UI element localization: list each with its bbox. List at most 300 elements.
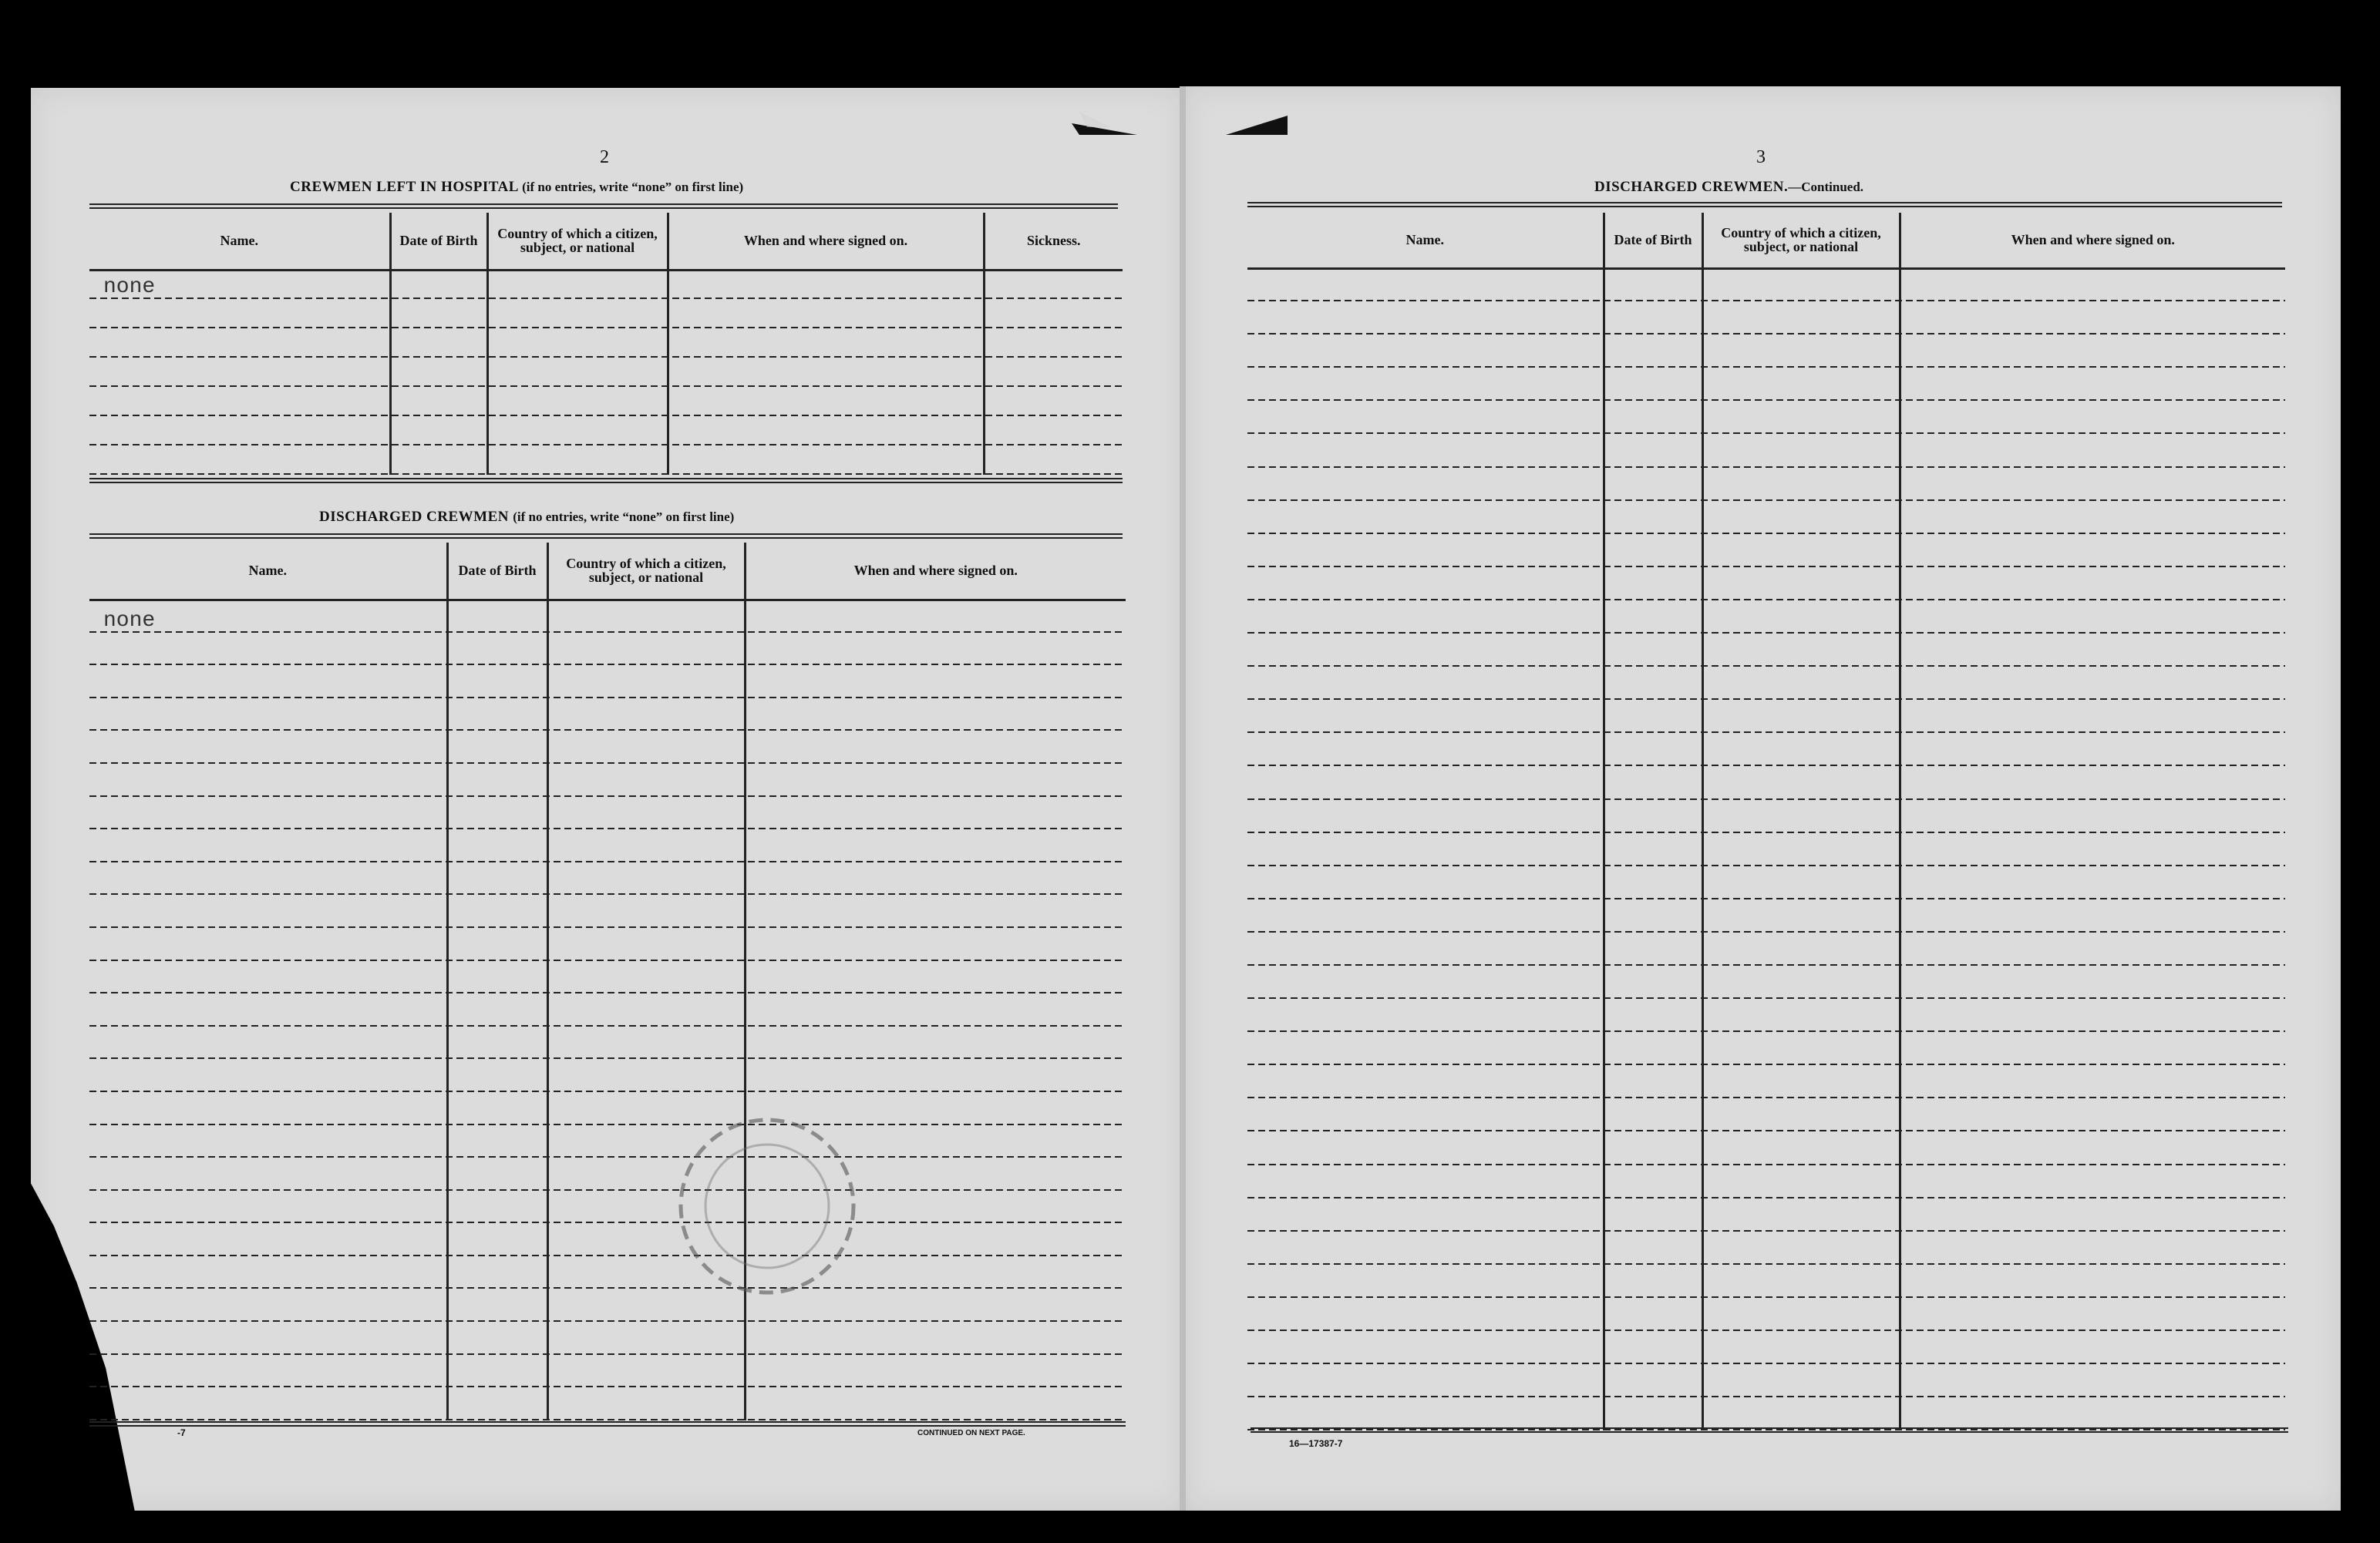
entry-cell — [1604, 1198, 1702, 1232]
entry-cell — [984, 270, 1123, 299]
table-row — [89, 829, 1126, 862]
entry-cell — [1900, 1098, 2285, 1131]
table-row — [1247, 634, 2285, 667]
entry-cell — [1702, 933, 1900, 966]
entry-cell — [1604, 600, 1702, 634]
entry-cell — [1702, 600, 1900, 634]
entry-cell — [668, 358, 984, 387]
entry-cell — [1900, 833, 2285, 866]
entry-cell — [1702, 667, 1900, 700]
name-cell — [1247, 534, 1604, 567]
page-gutter — [1180, 86, 1186, 1511]
table-row — [1247, 1065, 2285, 1098]
entry-cell — [1900, 534, 2285, 567]
name-cell — [89, 961, 447, 994]
name-cell — [89, 358, 390, 387]
name-cell — [1247, 401, 1604, 434]
table-row — [1247, 1232, 2285, 1265]
entry-cell — [1702, 468, 1900, 501]
name-cell — [1247, 567, 1604, 600]
entry-cell — [1900, 268, 2285, 301]
entry-cell — [1604, 733, 1702, 766]
table-row — [1247, 866, 2285, 899]
table-row — [89, 1322, 1126, 1355]
name-cell — [1247, 1265, 1604, 1298]
table-row — [1247, 501, 2285, 534]
name-cell — [1247, 833, 1604, 866]
entry-cell — [547, 928, 745, 961]
col-country: Country of which a citizen, subject, or national — [487, 213, 668, 270]
entry-cell — [1900, 1298, 2285, 1331]
entry-cell — [1702, 634, 1900, 667]
name-cell — [89, 829, 447, 862]
entry-cell — [447, 1125, 547, 1158]
entry-cell — [1604, 999, 1702, 1032]
name-cell — [89, 1387, 447, 1420]
entry-cell — [547, 1059, 745, 1092]
name-cell — [89, 299, 390, 328]
entry-cell — [447, 633, 547, 666]
entry-cell — [1702, 800, 1900, 833]
name-cell — [89, 1256, 447, 1289]
entry-cell — [447, 1059, 547, 1092]
entry-cell — [1702, 368, 1900, 401]
table-row — [1247, 434, 2285, 467]
table-row — [89, 1027, 1126, 1060]
entry-cell — [1604, 800, 1702, 833]
entry-cell — [1900, 1032, 2285, 1065]
entry-cell — [447, 1256, 547, 1289]
col-country: Country of which a citizen, subject, or national — [547, 543, 745, 600]
entry-cell — [447, 1322, 547, 1355]
entry-cell — [1900, 600, 2285, 634]
entry-cell — [1900, 1065, 2285, 1098]
name-cell — [89, 445, 390, 475]
name-cell — [1247, 334, 1604, 368]
discharged-top-rule — [89, 533, 1123, 539]
name-cell — [1247, 1198, 1604, 1232]
name-cell — [1247, 368, 1604, 401]
entry-cell — [547, 862, 745, 896]
entry-cell — [447, 1387, 547, 1420]
entry-cell — [447, 731, 547, 764]
name-cell — [89, 665, 447, 698]
entry-cell — [1900, 1364, 2285, 1397]
table-row — [1247, 368, 2285, 401]
right-title-text: DISCHARGED CREWMEN. — [1594, 179, 1789, 195]
name-cell — [1247, 501, 1604, 534]
table-row — [1247, 1265, 2285, 1298]
entry-cell — [984, 416, 1123, 445]
entry-cell — [447, 698, 547, 731]
entry-cell — [1604, 301, 1702, 334]
entry-cell — [668, 328, 984, 358]
entry-cell — [1604, 434, 1702, 467]
entry-cell — [487, 328, 668, 358]
discharged-title-note: (if no entries, write “none” on first line) — [513, 509, 735, 524]
entry-cell — [487, 387, 668, 416]
name-cell — [89, 993, 447, 1027]
entry-cell — [745, 862, 1126, 896]
table-row — [89, 1256, 1126, 1289]
discharged-bottom-rule — [89, 1421, 1126, 1427]
entry-cell — [447, 1355, 547, 1388]
hospital-top-rule — [89, 203, 1118, 209]
entry-cell — [447, 1158, 547, 1191]
entry-cell — [1900, 800, 2285, 833]
table-row — [89, 328, 1123, 358]
entry-cell — [1702, 1364, 1900, 1397]
name-cell — [1247, 1131, 1604, 1165]
entry-cell — [1702, 501, 1900, 534]
table-row — [1247, 899, 2285, 933]
name-cell — [1247, 966, 1604, 999]
table-row — [89, 1355, 1126, 1388]
entry-cell — [447, 961, 547, 994]
entry-cell — [745, 895, 1126, 928]
entry-cell — [390, 270, 487, 299]
col-signed-on: When and where signed on. — [745, 543, 1126, 600]
name-cell — [89, 387, 390, 416]
name-cell — [1247, 1032, 1604, 1065]
entry-cell — [1900, 1198, 2285, 1232]
entry-cell — [1702, 534, 1900, 567]
name-cell — [1247, 1098, 1604, 1131]
entry-cell — [547, 731, 745, 764]
hospital-section-title — [290, 179, 743, 196]
table-row — [1247, 268, 2285, 301]
name-cell — [1247, 733, 1604, 766]
table-row — [1247, 301, 2285, 334]
entry-cell — [487, 270, 668, 299]
table-row — [1247, 534, 2285, 567]
name-cell — [1247, 999, 1604, 1032]
entry-cell — [1900, 301, 2285, 334]
name-cell — [89, 1223, 447, 1256]
table-row — [89, 928, 1126, 961]
entry-cell — [745, 961, 1126, 994]
table-row — [89, 1191, 1126, 1224]
entry-cell — [487, 299, 668, 328]
entry-cell — [447, 928, 547, 961]
entry-cell — [1702, 1131, 1900, 1165]
entry-cell — [984, 299, 1123, 328]
name-cell — [1247, 1331, 1604, 1364]
entry-cell — [1604, 1265, 1702, 1298]
entry-cell — [1702, 1232, 1900, 1265]
table-row — [1247, 1298, 2285, 1331]
entry-cell — [1900, 501, 2285, 534]
table-row — [89, 698, 1126, 731]
name-cell — [1247, 301, 1604, 334]
entry-cell — [1604, 966, 1702, 999]
entry-cell — [984, 387, 1123, 416]
entry-cell — [745, 829, 1126, 862]
name-cell — [89, 862, 447, 896]
entry-cell — [1702, 1331, 1900, 1364]
name-cell — [89, 1158, 447, 1191]
entry-cell — [745, 1322, 1126, 1355]
entry-cell — [668, 387, 984, 416]
table-row — [1247, 800, 2285, 833]
entry-cell — [447, 1027, 547, 1060]
entry-cell — [1900, 468, 2285, 501]
table-row — [1247, 401, 2285, 434]
table-row — [89, 993, 1126, 1027]
entry-cell — [447, 993, 547, 1027]
name-cell — [1247, 434, 1604, 467]
entry-cell — [1900, 1331, 2285, 1364]
entry-cell — [984, 445, 1123, 475]
entry-cell — [547, 764, 745, 797]
name-cell — [89, 1289, 447, 1322]
entry-cell — [547, 633, 745, 666]
entry-cell — [1702, 401, 1900, 434]
entry-cell — [745, 665, 1126, 698]
name-cell — [1247, 1298, 1604, 1331]
table-row — [89, 416, 1123, 445]
entry-cell — [447, 1223, 547, 1256]
col-signed-on: When and where signed on. — [668, 213, 984, 270]
entry-cell — [1900, 733, 2285, 766]
name-cell: none — [103, 608, 156, 633]
table-row — [89, 764, 1126, 797]
table-row — [89, 895, 1126, 928]
entry-cell — [1604, 667, 1702, 700]
entry-cell — [1604, 933, 1702, 966]
entry-cell — [1702, 1298, 1900, 1331]
entry-cell — [487, 358, 668, 387]
entry-cell — [1900, 1397, 2285, 1430]
entry-cell — [1604, 334, 1702, 368]
right-bottom-rule — [1251, 1427, 2288, 1433]
col-name: Name. — [89, 213, 390, 270]
entry-cell — [745, 731, 1126, 764]
col-country: Country of which a citizen, subject, or national — [1702, 213, 1900, 268]
entry-cell — [1702, 334, 1900, 368]
entry-cell — [1900, 1265, 2285, 1298]
binder-clip-marks — [1064, 100, 1295, 146]
entry-cell — [447, 797, 547, 830]
entry-cell — [745, 993, 1126, 1027]
discharged-section-title — [319, 509, 734, 526]
entry-cell — [547, 1355, 745, 1388]
entry-cell — [1604, 1131, 1702, 1165]
table-row — [1247, 1364, 2285, 1397]
table-row — [1247, 334, 2285, 368]
entry-cell — [1900, 334, 2285, 368]
name-cell — [89, 764, 447, 797]
table-row — [1247, 966, 2285, 999]
col-name: Name. — [89, 543, 447, 600]
entry-cell — [1702, 1198, 1900, 1232]
entry-cell — [547, 993, 745, 1027]
right-discharged-table — [1247, 213, 2285, 1430]
right-footer-code: 16—17387-7 — [1289, 1438, 1343, 1449]
col-date-of-birth: Date of Birth — [1604, 213, 1702, 268]
col-sickness: Sickness. — [984, 213, 1123, 270]
entry-cell — [1702, 833, 1900, 866]
entry-cell — [547, 797, 745, 830]
name-cell — [89, 416, 390, 445]
table-row — [89, 445, 1123, 475]
entry-cell — [547, 698, 745, 731]
table-row — [1247, 833, 2285, 866]
name-cell — [1247, 933, 1604, 966]
name-cell — [89, 1355, 447, 1388]
table-row — [89, 665, 1126, 698]
name-cell — [1247, 600, 1604, 634]
name-cell — [89, 633, 447, 666]
entry-cell — [745, 1387, 1126, 1420]
name-cell — [1247, 800, 1604, 833]
name-cell — [1247, 1165, 1604, 1198]
entry-cell — [1702, 866, 1900, 899]
table-row — [89, 600, 1126, 633]
name-cell — [1247, 766, 1604, 799]
right-section-title — [1594, 179, 1863, 196]
entry-cell — [447, 665, 547, 698]
entry-cell — [1604, 700, 1702, 733]
name-cell — [89, 895, 447, 928]
entry-cell — [447, 1191, 547, 1224]
entry-cell — [1900, 999, 2285, 1032]
entry-cell — [668, 299, 984, 328]
entry-cell — [1900, 1232, 2285, 1265]
table-row — [89, 862, 1126, 896]
entry-cell — [1702, 567, 1900, 600]
entry-cell — [984, 358, 1123, 387]
entry-cell — [547, 961, 745, 994]
entry-cell — [1702, 301, 1900, 334]
table-row — [1247, 667, 2285, 700]
entry-cell — [1604, 1232, 1702, 1265]
entry-cell — [390, 416, 487, 445]
name-cell — [89, 797, 447, 830]
entry-cell — [1604, 833, 1702, 866]
entry-cell — [447, 600, 547, 633]
entry-cell — [1604, 268, 1702, 301]
name-cell — [1247, 866, 1604, 899]
entry-cell — [745, 698, 1126, 731]
name-cell — [89, 1322, 447, 1355]
entry-cell — [1702, 899, 1900, 933]
entry-cell — [1702, 733, 1900, 766]
entry-cell — [1702, 1098, 1900, 1131]
name-cell — [89, 328, 390, 358]
entry-cell — [447, 1289, 547, 1322]
entry-cell — [1604, 567, 1702, 600]
entry-cell — [1702, 1165, 1900, 1198]
right-title-suffix: —Continued. — [1788, 180, 1864, 194]
entry-cell — [447, 1092, 547, 1125]
entry-cell — [1604, 1364, 1702, 1397]
entry-cell — [1702, 700, 1900, 733]
entry-cell — [447, 862, 547, 896]
entry-cell — [1702, 966, 1900, 999]
name-cell — [89, 1191, 447, 1224]
entry-cell — [547, 1027, 745, 1060]
entry-cell — [1604, 1298, 1702, 1331]
col-name: Name. — [1247, 213, 1604, 268]
entry-cell — [390, 387, 487, 416]
entry-cell — [1900, 933, 2285, 966]
entry-cell — [390, 299, 487, 328]
entry-cell — [1900, 401, 2285, 434]
name-cell — [89, 698, 447, 731]
entry-cell — [547, 895, 745, 928]
entry-cell — [745, 797, 1126, 830]
entry-cell — [547, 1387, 745, 1420]
name-cell — [1247, 1364, 1604, 1397]
table-row — [1247, 1397, 2285, 1430]
table-row — [1247, 468, 2285, 501]
table-row — [89, 299, 1123, 328]
entry-cell — [1702, 434, 1900, 467]
entry-cell — [1604, 468, 1702, 501]
table-row — [89, 270, 1123, 299]
entry-cell — [447, 829, 547, 862]
entry-cell — [487, 445, 668, 475]
entry-cell — [1604, 899, 1702, 933]
entry-cell — [1900, 634, 2285, 667]
col-signed-on: When and where signed on. — [1900, 213, 2285, 268]
circular-stamp — [671, 1110, 863, 1303]
name-cell — [1247, 268, 1604, 301]
entry-cell — [1900, 866, 2285, 899]
entry-cell — [1900, 1165, 2285, 1198]
table-row — [89, 1059, 1126, 1092]
entry-cell — [1900, 966, 2285, 999]
entry-cell — [1900, 766, 2285, 799]
table-row — [1247, 600, 2285, 634]
name-cell: none — [103, 275, 156, 299]
entry-cell — [1900, 567, 2285, 600]
entry-cell — [447, 764, 547, 797]
table-row — [1247, 700, 2285, 733]
entry-cell — [1604, 1165, 1702, 1198]
table-row — [89, 1092, 1126, 1125]
entry-cell — [1900, 700, 2285, 733]
entry-cell — [1604, 766, 1702, 799]
discharged-title-text: DISCHARGED CREWMEN — [319, 509, 509, 525]
table-row — [1247, 1331, 2285, 1364]
entry-cell — [984, 328, 1123, 358]
entry-cell — [1702, 999, 1900, 1032]
table-row — [1247, 567, 2285, 600]
entry-cell — [745, 1027, 1126, 1060]
table-row — [1247, 1131, 2285, 1165]
table-row — [89, 961, 1126, 994]
entry-cell — [1604, 401, 1702, 434]
hospital-title-note: (if no entries, write “none” on first line) — [522, 180, 744, 194]
entry-cell — [1702, 1265, 1900, 1298]
entry-cell — [1604, 501, 1702, 534]
table-row — [89, 387, 1123, 416]
table-row — [1247, 1165, 2285, 1198]
name-cell — [1247, 468, 1604, 501]
table-row — [1247, 1198, 2285, 1232]
right-top-rule — [1247, 202, 2282, 207]
table-row — [89, 358, 1123, 387]
entry-cell — [547, 600, 745, 633]
entry-cell — [1604, 866, 1702, 899]
entry-cell — [745, 633, 1126, 666]
entry-cell — [1604, 634, 1702, 667]
entry-cell — [1702, 766, 1900, 799]
entry-cell — [745, 600, 1126, 633]
entry-cell — [390, 358, 487, 387]
